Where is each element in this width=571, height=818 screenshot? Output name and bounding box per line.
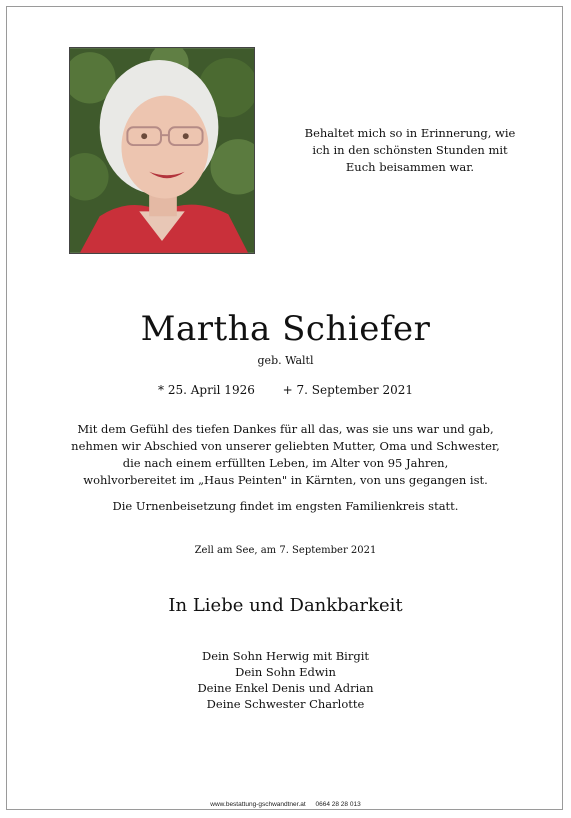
announcement-line: nehmen wir Abschied von unserer geliebten Mutter, Oma und Schwester, <box>71 439 500 453</box>
burial-notice: Die Urnenbeisetzung findet im engsten Familienkreis statt. <box>112 499 459 513</box>
birth-name: geb. Waltl <box>257 354 314 367</box>
memorial-quote <box>290 125 530 176</box>
birth-date: * 25. April 1926 <box>158 383 255 397</box>
mourner-item: Deine Schwester Charlotte <box>206 697 365 711</box>
footer-phone: 0664 28 28 013 <box>315 801 361 808</box>
life-dates <box>0 383 571 397</box>
announcement-text <box>60 421 511 489</box>
portrait-photo <box>69 47 255 254</box>
quote-line: ich in den schönsten Stunden mit <box>312 143 508 157</box>
announcement-line: Mit dem Gefühl des tiefen Dankes für all das, was sie uns war und gab, <box>77 422 494 436</box>
quote-line: Behaltet mich so in Erinnerung, wie <box>304 126 516 140</box>
mourners-list <box>0 648 571 712</box>
footer-website[interactable]: www.bestattung-gschwandtner.at <box>210 801 306 808</box>
quote-line: Euch beisammen war. <box>345 160 475 174</box>
death-date: + 7. September 2021 <box>282 383 413 397</box>
mourner-item: Dein Sohn Herwig mit Birgit <box>201 649 370 663</box>
footer <box>0 801 571 808</box>
mourner-item: Deine Enkel Denis und Adrian <box>197 681 374 695</box>
announcement-line: wohlvorbereitet im „Haus Peinten" in Kärnten, von uns gegangen ist. <box>83 473 488 487</box>
deceased-name: Martha Schiefer <box>140 309 431 349</box>
closing-heading: In Liebe und Dankbarkeit <box>168 595 403 616</box>
place-date: Zell am See, am 7. September 2021 <box>194 545 377 556</box>
announcement-line: die nach einem erfüllten Leben, im Alter von 95 Jahren, <box>122 456 449 470</box>
mourner-item: Dein Sohn Edwin <box>235 665 336 679</box>
